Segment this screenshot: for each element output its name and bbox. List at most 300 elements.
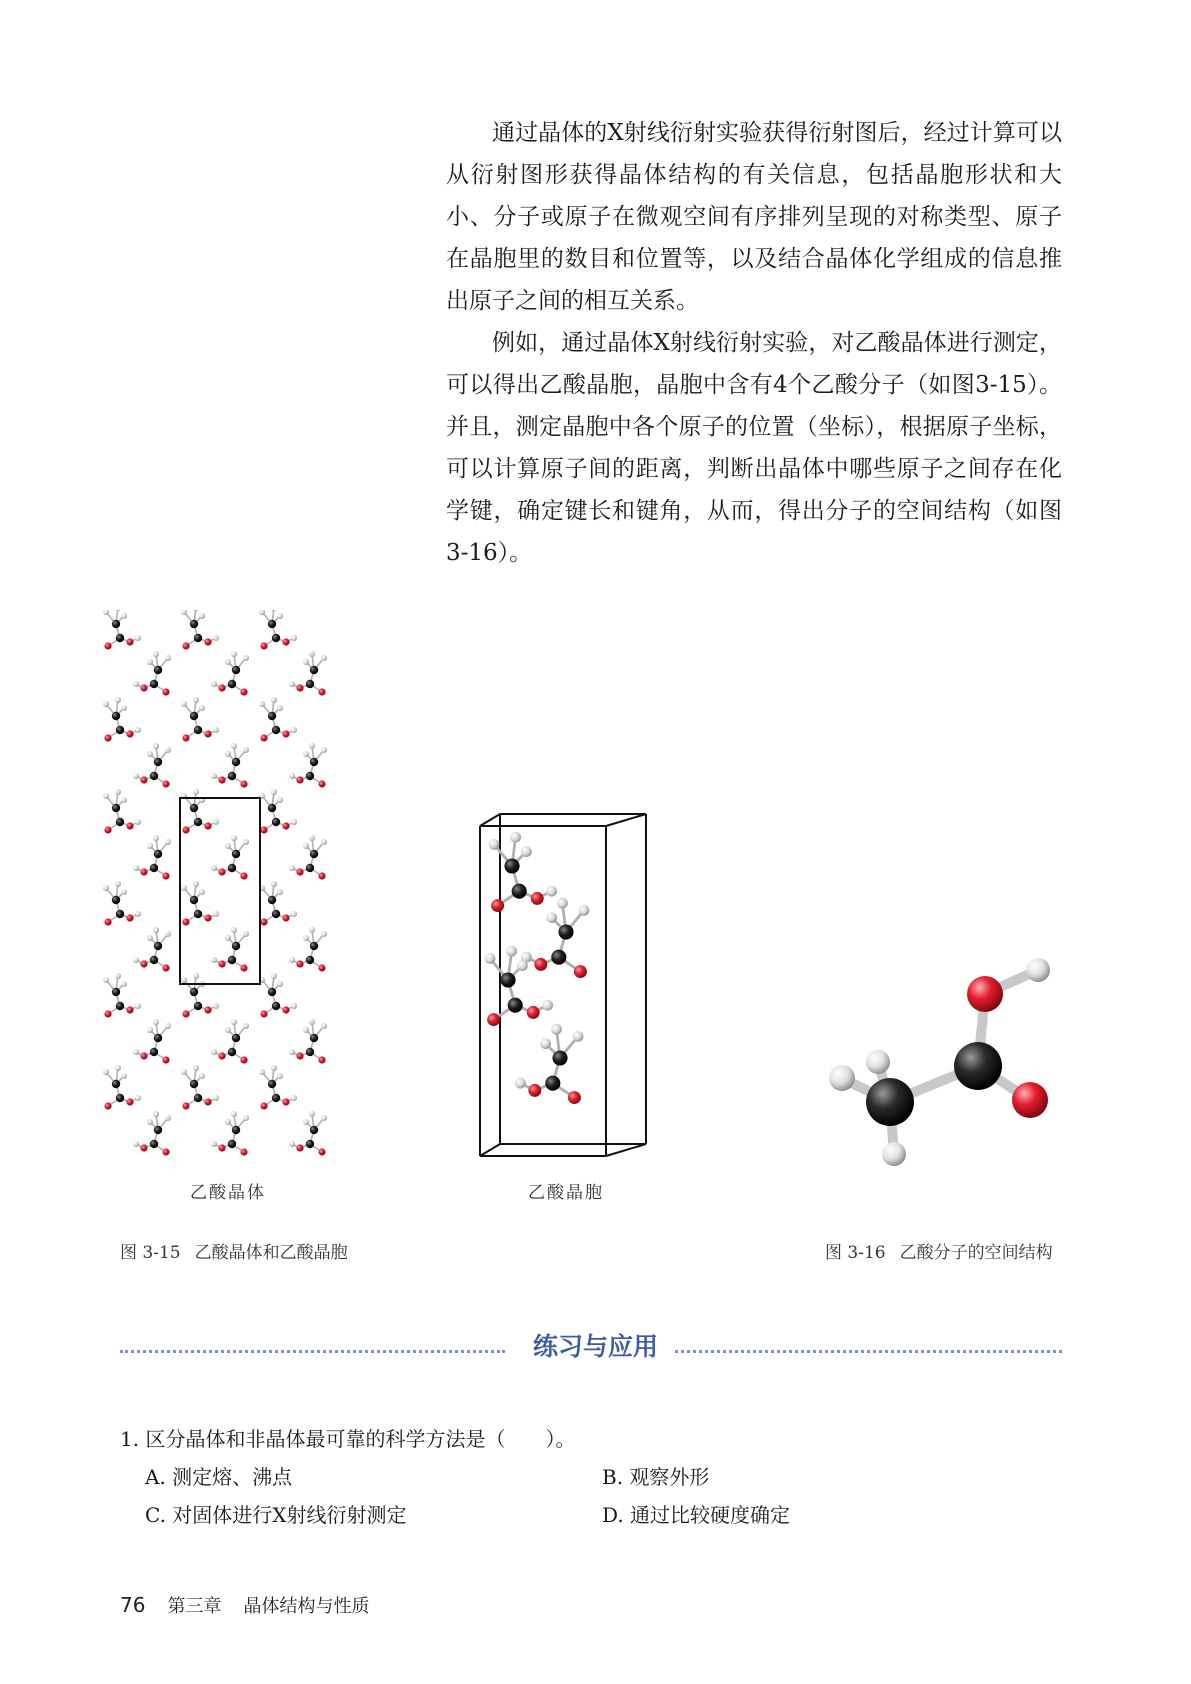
hydrogen-atom (121, 705, 127, 711)
oxygen-atom (527, 1006, 540, 1019)
hydrogen-atom (181, 1069, 187, 1075)
carbon-atom (116, 634, 124, 642)
oxygen-atom (140, 684, 147, 691)
option-c: C. 对固体进行X射线衍射测定 (145, 1503, 407, 1527)
hydrogen-atom (243, 931, 249, 937)
oxygen-atom (318, 688, 325, 695)
hydrogen-atom (213, 635, 219, 641)
paragraph-2: 例如，通过晶体X射线衍射实验，对乙酸晶体进行测定，可以得出乙酸晶胞，晶胞中含有4个乙酸分子（如图3-15）。并且，测定晶胞中各个原子的位置（坐标），根据原子坐标，可以计算原子间的距离，判断出晶体中哪些原子之间存在化学键，确定键长和键角，从而，得出分子的空间结构（如图3-16）。 (446, 330, 1062, 566)
hydrogen-atom (546, 912, 557, 923)
carbon-atom (116, 910, 124, 918)
section-divider-right (675, 1350, 1062, 1353)
carbon-atom (306, 680, 314, 688)
carbon-atom (504, 858, 519, 873)
hydrogen-atom (542, 1000, 553, 1011)
hydrogen-atom (303, 659, 309, 665)
hydrogen-atom (165, 839, 171, 845)
hydrogen-atom (231, 743, 237, 749)
hydrogen-atom (103, 1069, 109, 1075)
carbon-atom (154, 666, 162, 674)
section-title: 练习与应用 (532, 1332, 658, 1361)
hydrogen-atom (309, 835, 315, 841)
carbon-atom (194, 818, 202, 826)
hydrogen-atom (225, 843, 231, 849)
hydrogen-atom (121, 889, 127, 895)
hydrogen-atom (211, 957, 217, 963)
oxygen-atom (104, 1010, 111, 1017)
oxygen-atom (240, 688, 247, 695)
oxygen-atom (282, 822, 289, 829)
page-footer (120, 1592, 369, 1618)
carbon-atom (150, 956, 158, 964)
hydrogen-atom (213, 911, 219, 917)
carbon-atom (552, 1050, 567, 1065)
oxygen-atom (487, 1013, 500, 1026)
chapter-number: 第三章 (167, 1596, 222, 1617)
carbon-atom (272, 634, 280, 642)
carbon-atom (545, 1076, 560, 1091)
carbon-atom (272, 1002, 280, 1010)
hydrogen-atom (181, 885, 187, 891)
carbon-atom (272, 1094, 280, 1102)
oxygen-atom (104, 642, 111, 649)
carbon-atom (232, 1126, 240, 1134)
hydrogen-atom (211, 1141, 217, 1147)
oxygen-atom (218, 1052, 225, 1059)
hydrogen-atom (243, 1115, 249, 1121)
hydrogen-atom (557, 898, 568, 909)
hydrogen-atom (121, 981, 127, 987)
hydrogen-atom (211, 681, 217, 687)
hydrogen-atom (165, 747, 171, 753)
crystal-sublabel: 乙酸晶体 (190, 1183, 266, 1203)
carbon-atom (194, 726, 202, 734)
hydrogen-atom (291, 911, 297, 917)
hydrogen-atom (115, 881, 121, 887)
oxygen-atom (260, 734, 267, 741)
hydrogen-atom (153, 1111, 159, 1117)
hydrogen-atom (121, 797, 127, 803)
hydrogen-atom (181, 701, 187, 707)
oxygen-atom (282, 730, 289, 737)
hydrogen-atom (153, 743, 159, 749)
option-d: D. 通过比较硬度确定 (602, 1503, 791, 1527)
carbon-atom (306, 772, 314, 780)
hydrogen-atom (193, 697, 199, 703)
hydrogen-atom (289, 1049, 295, 1055)
hydrogen-atom (321, 1023, 327, 1029)
hydrogen-atom (321, 931, 327, 937)
carbon-atom (272, 910, 280, 918)
hydrogen-atom (115, 610, 121, 611)
option-a: A. 测定熔、沸点 (145, 1465, 293, 1489)
carbon-atom (310, 1126, 318, 1134)
hydrogen-atom (517, 960, 528, 971)
carbon-atom (190, 896, 198, 904)
oxygen-atom (140, 960, 147, 967)
hydrogen-atom (135, 727, 141, 733)
question-1: 1. 区分晶体和非晶体最可靠的科学方法是（ ）。 (120, 1427, 576, 1451)
hydrogen-atom (147, 659, 153, 665)
oxygen-atom (260, 1010, 267, 1017)
hydrogen-atom (165, 655, 171, 661)
hydrogen-atom (193, 973, 199, 979)
carbon-atom (154, 942, 162, 950)
hydrogen-atom (303, 751, 309, 757)
hydrogen-atom (243, 747, 249, 753)
hydrogen-atom (193, 789, 199, 795)
carbon-atom (310, 666, 318, 674)
methyl-carbon-atom (866, 1078, 914, 1126)
oxygen-atom (260, 918, 267, 925)
acetic-acid-unit-cell-figure (470, 810, 670, 1170)
hydrogen-atom (243, 839, 249, 845)
hydrogen-atom (135, 819, 141, 825)
hydrogen-atom (303, 935, 309, 941)
hydrogen-atom (135, 1003, 141, 1009)
carbon-atom (232, 758, 240, 766)
oxygen-atom (218, 868, 225, 875)
oxygen-atom (140, 1144, 147, 1151)
hydrogen-atom (103, 793, 109, 799)
oxygen-atom (282, 638, 289, 645)
oxygen-atom (318, 872, 325, 879)
hydrogen-atom (165, 1115, 171, 1121)
oxygen-atom (318, 964, 325, 971)
oxygen-atom (240, 1056, 247, 1063)
hydrogen-atom (211, 773, 217, 779)
hydrogen-atom (303, 1027, 309, 1033)
hydrogen-atom (181, 977, 187, 983)
oxygen-atom (204, 638, 211, 645)
oxygen-atom (162, 1148, 169, 1155)
oxygen-atom (318, 780, 325, 787)
carbon-atom (190, 988, 198, 996)
carbon-atom (112, 804, 120, 812)
hydrogen-atom (115, 973, 121, 979)
figure-3-16-number: 图 3-16 (825, 1243, 886, 1263)
hydrogen-atom (521, 846, 532, 857)
oxygen-atom (104, 734, 111, 741)
hydrogen-atom (289, 1141, 295, 1147)
carbon-atom (116, 1002, 124, 1010)
oxygen-atom (260, 826, 267, 833)
carbon-atom (228, 772, 236, 780)
oxygen-atom (182, 1102, 189, 1109)
hydrogen-atom (135, 911, 141, 917)
hydrogen-atom (225, 1027, 231, 1033)
carbon-atom (228, 864, 236, 872)
hydrogen-atom (115, 1065, 121, 1071)
oxygen-atom (162, 780, 169, 787)
carbon-atom (228, 956, 236, 964)
carbon-atom (232, 850, 240, 858)
oxygen-atom (568, 1091, 581, 1104)
carbon-atom (228, 680, 236, 688)
carbon-atom (272, 726, 280, 734)
carbon-atom (150, 1048, 158, 1056)
carbon-atom (194, 1002, 202, 1010)
carbon-atom (512, 884, 527, 899)
carbon-atom (310, 1034, 318, 1042)
hydrogen-atom (309, 1019, 315, 1025)
carbon-atom (310, 758, 318, 766)
hydrogen-atom (271, 610, 277, 611)
hydrogen-atom (277, 705, 283, 711)
hydrogen-atom (121, 613, 127, 619)
carbonyl-oxygen-atom (1012, 1082, 1048, 1118)
oxygen-atom (296, 684, 303, 691)
carbon-atom (551, 950, 566, 965)
hydrogen-atom (225, 751, 231, 757)
hydrogen-atom (321, 655, 327, 661)
figure-3-15-caption (120, 1238, 348, 1263)
oxygen-atom (204, 1006, 211, 1013)
hydrogen-atom (291, 819, 297, 825)
hydrogen-atom (289, 957, 295, 963)
figure-3-16-title: 乙酸分子的空间结构 (899, 1243, 1053, 1263)
hydrogen-atom (271, 973, 277, 979)
carbon-atom (116, 726, 124, 734)
oxygen-atom (296, 868, 303, 875)
hydrogen-atom (829, 1065, 855, 1091)
hydrogen-atom (277, 889, 283, 895)
hydrogen-atom (515, 1078, 526, 1089)
oxygen-atom (574, 965, 587, 978)
carbon-atom (310, 942, 318, 950)
hydrogen-atom (193, 1065, 199, 1071)
oxygen-atom (282, 914, 289, 921)
hydrogen-atom (271, 697, 277, 703)
oxygen-atom (140, 1052, 147, 1059)
carbon-atom (154, 850, 162, 858)
oxygen-atom (204, 1098, 211, 1105)
option-b: B. 观察外形 (602, 1465, 710, 1489)
hydrogen-atom (303, 843, 309, 849)
hydrogen-atom (135, 1095, 141, 1101)
hydrogen-atom (321, 747, 327, 753)
carbon-atom (154, 1034, 162, 1042)
hydrogen-atom (211, 1049, 217, 1055)
carbon-atom (268, 1080, 276, 1088)
figure-3-16-caption (825, 1238, 1053, 1263)
carbon-atom (310, 850, 318, 858)
carbon-atom (228, 1140, 236, 1148)
oxygen-atom (240, 780, 247, 787)
hydrogen-atom (271, 789, 277, 795)
carbon-atom (112, 1080, 120, 1088)
hydrogen-atom (153, 927, 159, 933)
page-number: 76 (120, 1593, 146, 1617)
hydrogen-atom (153, 651, 159, 657)
hydrogen-atom (147, 751, 153, 757)
carbon-atom (112, 712, 120, 720)
hydrogen-atom (133, 1049, 139, 1055)
oxygen-atom (282, 1098, 289, 1105)
hydrogen-atom (321, 839, 327, 845)
hydrogen-atom (289, 773, 295, 779)
hydrogen-atom (225, 1119, 231, 1125)
hydrogen-atom (199, 705, 205, 711)
hydrogen-atom (133, 865, 139, 871)
oxygen-atom (491, 899, 504, 912)
hydrogen-atom (231, 1019, 237, 1025)
carbon-atom (306, 1140, 314, 1148)
carbon-atom (150, 864, 158, 872)
oxygen-atom (531, 892, 544, 905)
hydrogen-atom (103, 885, 109, 891)
oxygen-atom (260, 642, 267, 649)
hydrogen-atom (103, 977, 109, 983)
hydrogen-atom (153, 1019, 159, 1025)
carbon-atom (306, 1048, 314, 1056)
hydrogen-atom (231, 927, 237, 933)
oxygen-atom (104, 1102, 111, 1109)
carbon-atom (268, 896, 276, 904)
oxygen-atom (218, 1144, 225, 1151)
oxygen-atom (218, 776, 225, 783)
hydrogen-atom (309, 651, 315, 657)
oxygen-atom (126, 1006, 133, 1013)
hydrogen-atom (103, 701, 109, 707)
carbon-atom (268, 712, 276, 720)
carbon-atom (190, 804, 198, 812)
hydrogen-atom (147, 1027, 153, 1033)
oxygen-atom (182, 734, 189, 741)
hydrogen-atom (133, 681, 139, 687)
carbon-atom (116, 818, 124, 826)
hydrogen-atom (147, 935, 153, 941)
hydrogen-atom (510, 832, 521, 843)
hydrogen-atom (506, 946, 517, 957)
oxygen-atom (182, 642, 189, 649)
figure-3-15-title: 乙酸晶体和乙酸晶胞 (194, 1243, 348, 1263)
hydrogen-atom (485, 953, 496, 964)
hydrogen-atom (133, 957, 139, 963)
carbon-atom (154, 758, 162, 766)
hydrogen-atom (147, 1119, 153, 1125)
carbon-atom (232, 666, 240, 674)
oxygen-atom (318, 1056, 325, 1063)
oxygen-atom (282, 1006, 289, 1013)
oxygen-atom (182, 1010, 189, 1017)
hydrogen-atom (551, 1024, 562, 1035)
hydrogen-atom (291, 727, 297, 733)
oxygen-atom (240, 872, 247, 879)
oxygen-atom (104, 826, 111, 833)
oxygen-atom (204, 822, 211, 829)
oxygen-atom (204, 730, 211, 737)
carbon-atom (306, 864, 314, 872)
carbon-atom (306, 956, 314, 964)
hydrogen-atom (291, 1095, 297, 1101)
carbon-atom (190, 1080, 198, 1088)
carbon-atom (154, 1126, 162, 1134)
hydrogen-atom (277, 797, 283, 803)
oxygen-atom (126, 730, 133, 737)
hydrogen-atom (489, 839, 500, 850)
oxygen-atom (140, 776, 147, 783)
hydrogen-atom (540, 1038, 551, 1049)
hydrogen-atom (866, 1050, 890, 1074)
oxygen-atom (126, 914, 133, 921)
oxygen-atom (296, 1052, 303, 1059)
hydrogen-atom (309, 927, 315, 933)
oxygen-atom (296, 960, 303, 967)
carbon-atom (194, 1094, 202, 1102)
acetic-acid-crystal-figure (100, 610, 360, 1170)
carboxyl-carbon-atom (954, 1042, 1002, 1090)
carbon-atom (190, 620, 198, 628)
chapter-title: 晶体结构与性质 (243, 1596, 370, 1617)
hydrogen-atom (231, 1111, 237, 1117)
carbon-atom (228, 1048, 236, 1056)
carbon-atom (508, 998, 523, 1013)
hydrogen-atom (546, 886, 557, 897)
hydrogen-atom (213, 727, 219, 733)
carbon-atom (112, 620, 120, 628)
oxygen-atom (126, 822, 133, 829)
oxygen-atom (296, 1144, 303, 1151)
hydrogen-atom (199, 613, 205, 619)
carbon-atom (272, 818, 280, 826)
carbon-atom (150, 1140, 158, 1148)
hydrogen-atom (271, 881, 277, 887)
hydrogen-atom (211, 865, 217, 871)
hydrogen-atom (115, 789, 121, 795)
hydrogen-atom (225, 659, 231, 665)
oxygen-atom (240, 964, 247, 971)
carbon-atom (112, 896, 120, 904)
carbon-atom (268, 988, 276, 996)
carbon-atom (194, 634, 202, 642)
hydroxyl-oxygen-atom (967, 976, 1003, 1012)
hydrogen-atom (199, 1073, 205, 1079)
hydrogen-atom (147, 843, 153, 849)
hydrogen-atom (321, 1115, 327, 1121)
hydrogen-atom (213, 1095, 219, 1101)
figure-3-15-number: 图 3-15 (120, 1243, 181, 1263)
hydrogen-atom (231, 651, 237, 657)
hydrogen-atom (243, 1023, 249, 1029)
hydrogen-atom (291, 635, 297, 641)
hydrogen-atom (309, 743, 315, 749)
hydrogen-atom (213, 1003, 219, 1009)
hydrogen-atom (882, 1142, 906, 1166)
oxygen-atom (240, 1148, 247, 1155)
hydrogen-atom (213, 819, 219, 825)
hydrogen-atom (133, 1141, 139, 1147)
oxygen-atom (218, 960, 225, 967)
hydrogen-atom (133, 773, 139, 779)
hydrogen-atom (573, 1031, 584, 1042)
carbon-atom (150, 772, 158, 780)
hydrogen-atom (271, 1065, 277, 1071)
hydrogen-atom (289, 865, 295, 871)
carbon-atom (194, 910, 202, 918)
oxygen-atom (296, 776, 303, 783)
hydrogen-atom (243, 655, 249, 661)
oxygen-atom (218, 684, 225, 691)
oxygen-atom (260, 1102, 267, 1109)
carbon-atom (150, 680, 158, 688)
unit-cell-sublabel: 乙酸晶胞 (528, 1183, 604, 1203)
hydrogen-atom (259, 1069, 265, 1075)
hydrogen-atom (199, 889, 205, 895)
carbon-atom (268, 620, 276, 628)
carbon-atom (116, 1094, 124, 1102)
hydrogen-atom (277, 613, 283, 619)
